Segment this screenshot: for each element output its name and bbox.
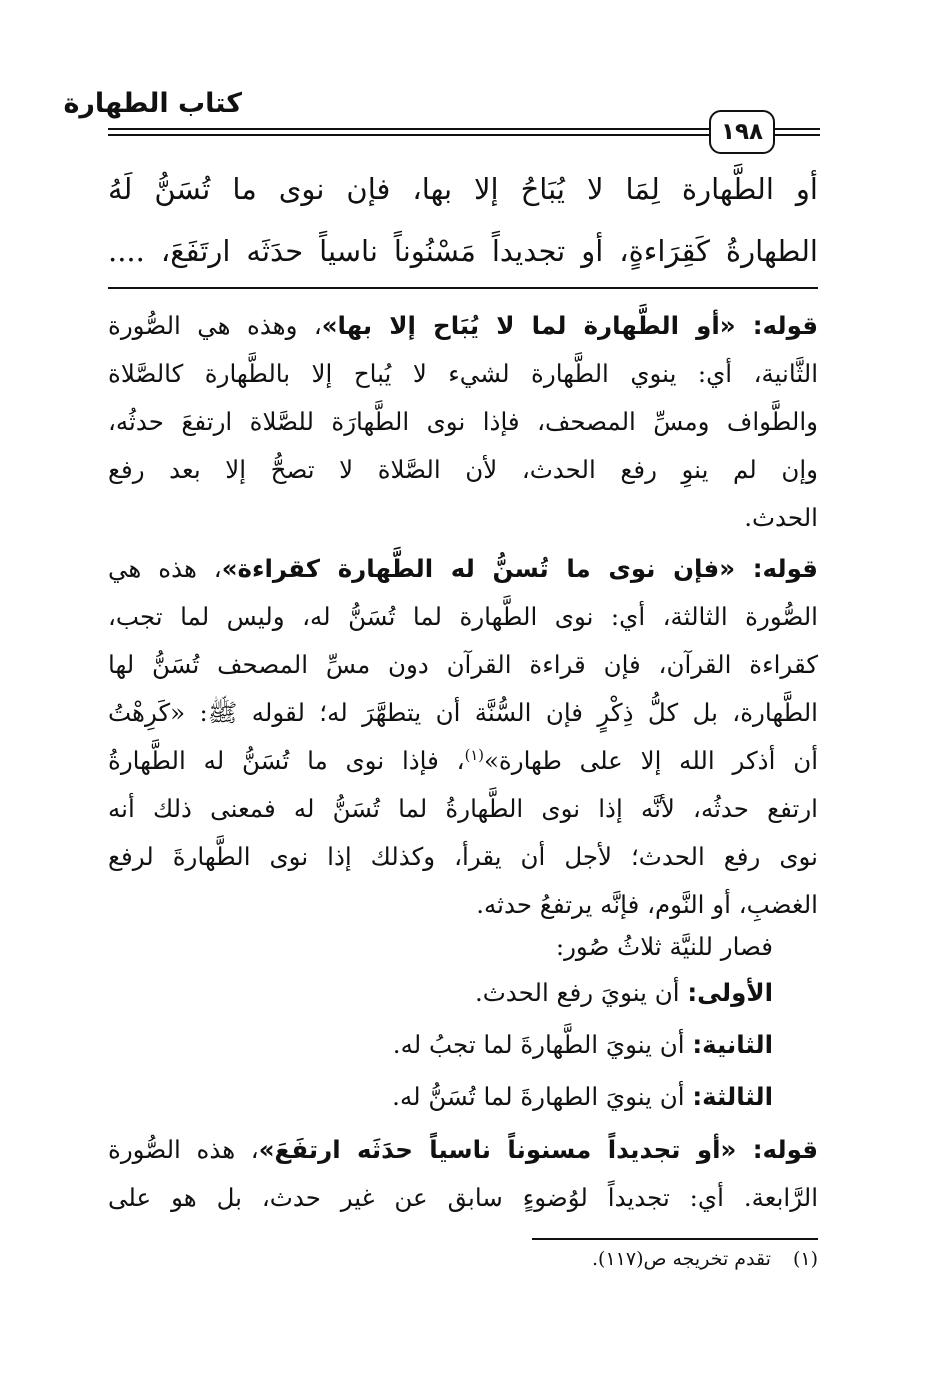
quote-heading-3: قوله: «أو تجديداً مسنوناً ناسياً حدَثَه ارتفَعَ» xyxy=(258,1135,818,1164)
matn-line-2: الطهارةُ كَقِرَاءةٍ، أو تجديداً مَسْنُوناً ناسياً حدَثَه ارتَفَعَ، .... xyxy=(108,234,818,268)
commentary-line-10 xyxy=(108,736,818,785)
commentary-line-3: والطَّواف ومسِّ المصحف، فإذا نوى الطَّهارَة للصَّلاة ارتفعَ حدثُه، xyxy=(108,407,818,436)
commentary-line-9: الطَّهارة، بل كلُّ ذِكْرٍ فإن السُّنَّة أن يتطهَّرَ له؛ لقوله ﷺ: «كَرِهْتُ xyxy=(108,698,818,727)
commentary-line-18 xyxy=(108,1125,818,1174)
commentary-line-13: الغضبِ، أو النَّوم، فإنَّه يرتفعُ حدثه. xyxy=(476,890,818,919)
list-label-third: الثالثة: xyxy=(692,1082,773,1111)
commentary-text: ، هذه الصُّورة xyxy=(108,1135,259,1164)
page-number-badge xyxy=(709,110,775,154)
footnote-ref: (١) xyxy=(464,746,484,764)
matn-separator-rule xyxy=(108,287,818,289)
footnote-text: تقدم تخريجه ص(١١٧). xyxy=(591,1248,771,1270)
page-number: ١٩٨ xyxy=(720,119,764,145)
matn-line-1: أو الطَّهارة لِمَا لا يُبَاحُ إلا بها، فإن نوى ما تُسَنُّ لَهُ xyxy=(108,172,818,206)
commentary-text: ، وهذه هي الصُّورة xyxy=(108,311,322,340)
header-rule-left-bottom xyxy=(770,134,820,136)
commentary-line-12: نوى رفع الحدث؛ لأجل أن يقرأ، وكذلك إذا نوى الطَّهارةَ لرفع xyxy=(108,842,818,871)
list-item-third xyxy=(108,1072,773,1121)
commentary-line-6 xyxy=(108,544,818,593)
list-item-second xyxy=(108,1020,773,1069)
list-text-second: أن ينويَ الطَّهارةَ لما تجبُ له. xyxy=(392,1030,685,1059)
header-rule-left-top xyxy=(770,128,820,130)
commentary-text: ، هذه هي xyxy=(108,554,222,583)
commentary-line-19: الرَّابعة. أي: تجديداً لوُضوءٍ سابق عن غير حدث، بل هو على xyxy=(108,1183,818,1212)
quote-heading-1: قوله: «أو الطَّهارة لما لا يُبَاح إلا بها» xyxy=(321,311,818,340)
commentary-line-1 xyxy=(108,301,818,350)
header-rule-bottom xyxy=(108,134,710,136)
list-item-first xyxy=(108,968,773,1017)
commentary-line-14: فصار للنيَّة ثلاثُ صُور: xyxy=(555,932,773,961)
footnote-number: (١) xyxy=(792,1248,818,1270)
list-label-first: الأولى: xyxy=(687,978,773,1007)
commentary-line-2: الثَّانية، أي: ينوي الطَّهارة لشيء لا يُباح إلا بالطَّهارة كالصَّلاة xyxy=(108,359,818,388)
commentary-line-4: وإن لم ينوِ رفع الحدث، لأن الصَّلاة لا تصحُّ إلا بعد رفع xyxy=(108,455,818,484)
commentary-line-7: الصُّورة الثالثة، أي: نوى الطَّهارة لما تُسَنُّ له، وليس لما تجب، xyxy=(108,602,818,631)
quote-heading-2: قوله: «فإن نوى ما تُسنُّ له الطَّهارة كقراءة» xyxy=(221,554,818,583)
list-text-third: أن ينويَ الطهارةَ لما تُسَنُّ له. xyxy=(392,1082,685,1111)
commentary-line-8: كقراءة القرآن، فإن قراءة القرآن دون مسِّ المصحف تُسَنُّ لها xyxy=(108,650,818,679)
list-label-second: الثانية: xyxy=(692,1030,773,1059)
header-rule-top xyxy=(108,128,710,130)
footnote xyxy=(592,1248,818,1270)
footnote-rule xyxy=(532,1238,818,1240)
commentary-line-11: ارتفع حدثُه، لأنَّه إذا نوى الطَّهارةُ لما تُسَنُّ له فمعنى ذلك أنه xyxy=(108,794,818,823)
hadith-quote: أن أذكر الله إلا على طهارة» xyxy=(483,746,819,775)
commentary-line-5: الحدث. xyxy=(744,503,818,532)
list-text-first: أن ينويَ رفع الحدث. xyxy=(474,978,680,1007)
commentary-text: ، فإذا نوى ما تُسَنُّ له الطَّهارةُ xyxy=(108,746,465,775)
running-head-book-title: كتاب الطهارة xyxy=(63,88,242,119)
